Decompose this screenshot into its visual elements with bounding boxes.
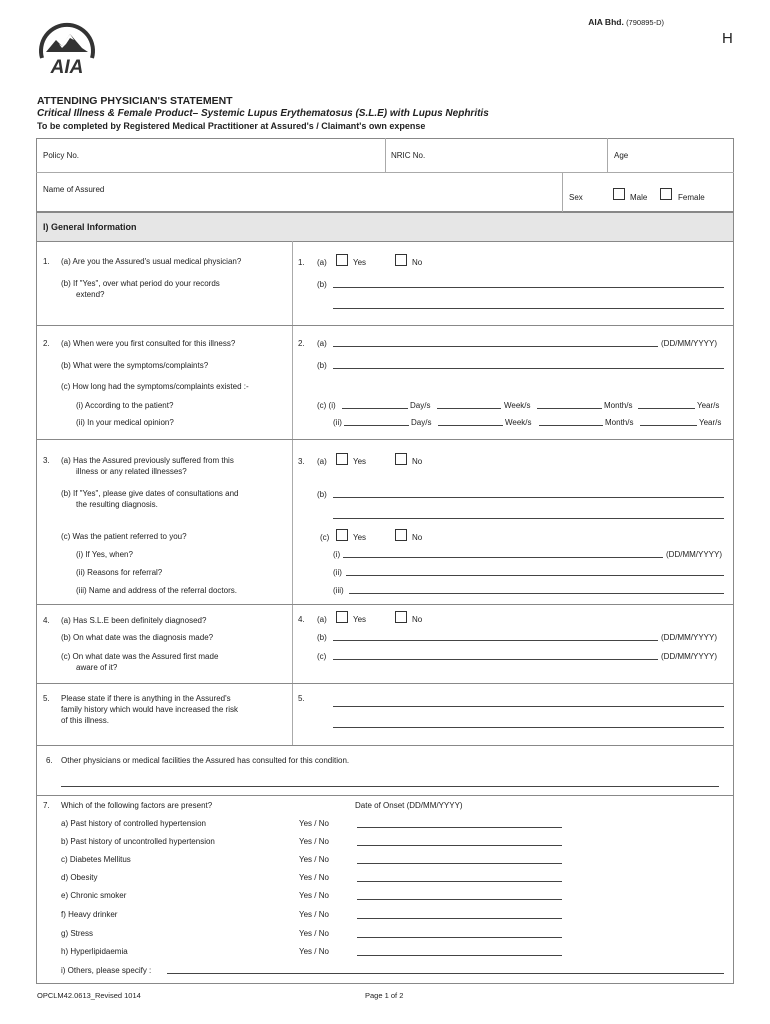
form-code: OPCLM42.0613_Revised 1014 — [37, 991, 141, 1000]
q1a-no-checkbox[interactable] — [395, 254, 407, 266]
q1b-question-line1: (b) If "Yes", over what period do your records — [61, 279, 220, 288]
factor-label: d) Obesity — [61, 873, 98, 882]
q4b-answer-label: (b) — [317, 633, 327, 642]
q2a-date-line[interactable] — [333, 346, 658, 347]
q4a-answer-label: (a) — [317, 615, 327, 624]
q2b-answer-line[interactable] — [333, 368, 724, 369]
q1-answer-number: 1. — [298, 258, 305, 267]
q3ci-answer-label: (i) — [333, 550, 341, 559]
q2c-question: (c) How long had the symptoms/complaints existed :- — [61, 382, 249, 391]
factor-yes-no[interactable]: Yes / No — [299, 891, 329, 900]
female-checkbox[interactable] — [660, 188, 672, 200]
female-label: Female — [678, 193, 705, 202]
q7-number: 7. — [43, 801, 50, 810]
q4a-yes-label: Yes — [353, 615, 367, 624]
factor-label: h) Hyperlipidaemia — [61, 947, 128, 956]
q3b-answer-line-2[interactable] — [333, 518, 724, 519]
q2cii-months-line[interactable] — [539, 425, 603, 426]
q7-others-label: i) Others, please specify : — [61, 966, 152, 975]
q4a-yes-checkbox[interactable] — [336, 611, 348, 623]
q1a-answer-label: (a) — [317, 258, 327, 267]
q3a-answer-label: (a) — [317, 457, 327, 466]
section-heading: I) General Information — [43, 222, 137, 232]
q4b-date-line[interactable] — [333, 640, 658, 641]
factor-onset-date-line[interactable] — [357, 827, 562, 828]
q5-answer-number: 5. — [298, 694, 305, 703]
male-label: Male — [630, 193, 648, 202]
form-note: To be completed by Registered Medical Practitioner at Assured's / Claimant's own expense — [37, 121, 426, 131]
q3b-answer-label: (b) — [317, 490, 327, 499]
q1a-yes-label: Yes — [353, 258, 367, 267]
q2ci-days-label: Day/s — [410, 401, 431, 410]
q2ci-question: (i) According to the patient? — [76, 401, 174, 410]
q2ci-weeks-label: Week/s — [504, 401, 531, 410]
q3-number: 3. — [43, 456, 50, 465]
q4b-question: (b) On what date was the diagnosis made? — [61, 633, 214, 642]
q3b-answer-line[interactable] — [333, 497, 724, 498]
factor-yes-no[interactable]: Yes / No — [299, 947, 329, 956]
factor-yes-no[interactable]: Yes / No — [299, 910, 329, 919]
q3c-yes-checkbox[interactable] — [336, 529, 348, 541]
q2cii-years-label: Year/s — [699, 418, 722, 427]
factor-label: b) Past history of uncontrolled hypertension — [61, 837, 215, 846]
q3c-no-label: No — [412, 533, 423, 542]
factor-onset-date-line[interactable] — [357, 937, 562, 938]
q1b-answer-line-2[interactable] — [333, 308, 724, 309]
factor-onset-date-line[interactable] — [357, 899, 562, 900]
company-reg-no: (790895-D) — [626, 18, 664, 27]
q2ci-answer-label: (c) (i) — [317, 401, 336, 410]
q3c-question: (c) Was the patient referred to you? — [61, 532, 187, 541]
q3cii-answer-line[interactable] — [346, 575, 724, 576]
q3ciii-answer-label: (iii) — [333, 586, 344, 595]
factor-onset-date-line[interactable] — [357, 881, 562, 882]
general-information-section — [36, 212, 734, 984]
q1-number: 1. — [43, 257, 50, 266]
q5-answer-line[interactable] — [333, 706, 724, 707]
q4a-no-label: No — [412, 615, 423, 624]
q4a-no-checkbox[interactable] — [395, 611, 407, 623]
name-of-assured-label: Name of Assured — [43, 185, 105, 194]
q6-answer-line[interactable] — [61, 786, 719, 787]
q4-number: 4. — [43, 616, 50, 625]
company-name: AIA Bhd. — [588, 17, 624, 27]
policy-no-label: Policy No. — [43, 151, 80, 160]
q2cii-days-line[interactable] — [344, 425, 409, 426]
q5-question-line2: family history which would have increased the risk — [61, 705, 238, 714]
q2ci-months-line[interactable] — [537, 408, 602, 409]
q1a-question: (a) Are you the Assured's usual medical physician? — [61, 257, 242, 266]
nric-no-label: NRIC No. — [391, 151, 426, 160]
form-subtitle: Critical Illness & Female Product– Systemic Lupus Erythematosus (S.L.E) with Lupus Nephritis — [37, 108, 489, 119]
q2-answer-number: 2. — [298, 339, 305, 348]
page-number: Page 1 of 2 — [365, 991, 404, 1000]
aia-logo — [34, 18, 100, 76]
q3c-no-checkbox[interactable] — [395, 529, 407, 541]
male-checkbox[interactable] — [613, 188, 625, 200]
factor-onset-date-line[interactable] — [357, 955, 562, 956]
q4c-date-format: (DD/MM/YYYY) — [661, 652, 717, 661]
logo-text: AIA — [50, 57, 84, 76]
sex-label: Sex — [569, 193, 583, 202]
factor-yes-no[interactable]: Yes / No — [299, 873, 329, 882]
q5-answer-line-2[interactable] — [333, 727, 724, 728]
factor-yes-no[interactable]: Yes / No — [299, 855, 329, 864]
q1a-no-label: No — [412, 258, 423, 267]
q7-others-line[interactable] — [167, 973, 724, 974]
factor-yes-no[interactable]: Yes / No — [299, 929, 329, 938]
q3cii-question: (ii) Reasons for referral? — [76, 568, 163, 577]
form-title: ATTENDING PHYSICIAN'S STATEMENT — [37, 95, 233, 107]
q1b-answer-label: (b) — [317, 280, 327, 289]
factor-label: g) Stress — [61, 929, 94, 938]
q3a-yes-label: Yes — [353, 457, 367, 466]
q5-number: 5. — [43, 694, 50, 703]
q2ci-weeks-line[interactable] — [437, 408, 501, 409]
q2a-date-format: (DD/MM/YYYY) — [661, 339, 717, 348]
q2a-answer-label: (a) — [317, 339, 327, 348]
q7-question: Which of the following factors are present? — [61, 801, 213, 810]
q2ci-years-label: Year/s — [697, 401, 720, 410]
factor-onset-date-line[interactable] — [357, 918, 562, 919]
q3a-question-line2: illness or any related illnesses? — [76, 467, 187, 476]
q1b-answer-line[interactable] — [333, 287, 724, 288]
factor-onset-date-line[interactable] — [357, 863, 562, 864]
q3c-answer-label: (c) — [320, 533, 330, 542]
factor-label: f) Heavy drinker — [61, 910, 118, 919]
q4-answer-number: 4. — [298, 615, 305, 624]
q2ci-days-line[interactable] — [342, 408, 408, 409]
q3a-yes-checkbox[interactable] — [336, 453, 348, 465]
q3c-yes-label: Yes — [353, 533, 367, 542]
q4c-date-line[interactable] — [333, 659, 658, 660]
q1a-yes-checkbox[interactable] — [336, 254, 348, 266]
q2a-question: (a) When were you first consulted for this illness? — [61, 339, 236, 348]
q2cii-question: (ii) In your medical opinion? — [76, 418, 174, 427]
q1b-question-line2: extend? — [76, 290, 105, 299]
factor-yes-no[interactable]: Yes / No — [299, 837, 329, 846]
form-letter: H — [722, 30, 733, 47]
factor-yes-no[interactable]: Yes / No — [299, 819, 329, 828]
q3ci-date-line[interactable] — [343, 557, 663, 558]
company-line — [588, 17, 664, 28]
q2cii-days-label: Day/s — [411, 418, 432, 427]
q6-question: Other physicians or medical facilities the Assured has consulted for this condition. — [61, 756, 350, 765]
q4c-question-line1: (c) On what date was the Assured first made — [61, 652, 219, 661]
q5-question-line3: of this illness. — [61, 716, 110, 725]
q4c-question-line2: aware of it? — [76, 663, 118, 672]
q3ci-date-format: (DD/MM/YYYY) — [666, 550, 722, 559]
q3cii-answer-label: (ii) — [333, 568, 342, 577]
q3a-no-label: No — [412, 457, 423, 466]
q3-answer-number: 3. — [298, 457, 305, 466]
q2cii-answer-label: (ii) — [333, 418, 342, 427]
q4b-date-format: (DD/MM/YYYY) — [661, 633, 717, 642]
q7-onset-header: Date of Onset (DD/MM/YYYY) — [355, 801, 463, 810]
q3a-question-line1: (a) Has the Assured previously suffered from this — [61, 456, 234, 465]
q2-number: 2. — [43, 339, 50, 348]
q2b-question: (b) What were the symptoms/complaints? — [61, 361, 209, 370]
q3b-question-line1: (b) If "Yes", please give dates of consultations and — [61, 489, 239, 498]
q6-number: 6. — [46, 756, 53, 765]
q2cii-weeks-label: Week/s — [505, 418, 532, 427]
q2cii-months-label: Month/s — [605, 418, 634, 427]
q3ciii-question: (iii) Name and address of the referral doctors. — [76, 586, 237, 595]
q3b-question-line2: the resulting diagnosis. — [76, 500, 158, 509]
q3ciii-answer-line[interactable] — [349, 593, 724, 594]
factor-label: e) Chronic smoker — [61, 891, 127, 900]
factor-label: a) Past history of controlled hypertension — [61, 819, 206, 828]
factor-label: c) Diabetes Mellitus — [61, 855, 131, 864]
q5-question-line1: Please state if there is anything in the Assured's — [61, 694, 231, 703]
q2cii-weeks-line[interactable] — [438, 425, 503, 426]
q2b-answer-label: (b) — [317, 361, 327, 370]
q2ci-months-label: Month/s — [604, 401, 633, 410]
q3a-no-checkbox[interactable] — [395, 453, 407, 465]
q4a-question: (a) Has S.L.E been definitely diagnosed? — [61, 616, 207, 625]
q4c-answer-label: (c) — [317, 652, 327, 661]
q2ci-years-line[interactable] — [638, 408, 695, 409]
q3ci-question: (i) If Yes, when? — [76, 550, 133, 559]
q2cii-years-line[interactable] — [640, 425, 697, 426]
age-label: Age — [614, 151, 629, 160]
factor-onset-date-line[interactable] — [357, 845, 562, 846]
